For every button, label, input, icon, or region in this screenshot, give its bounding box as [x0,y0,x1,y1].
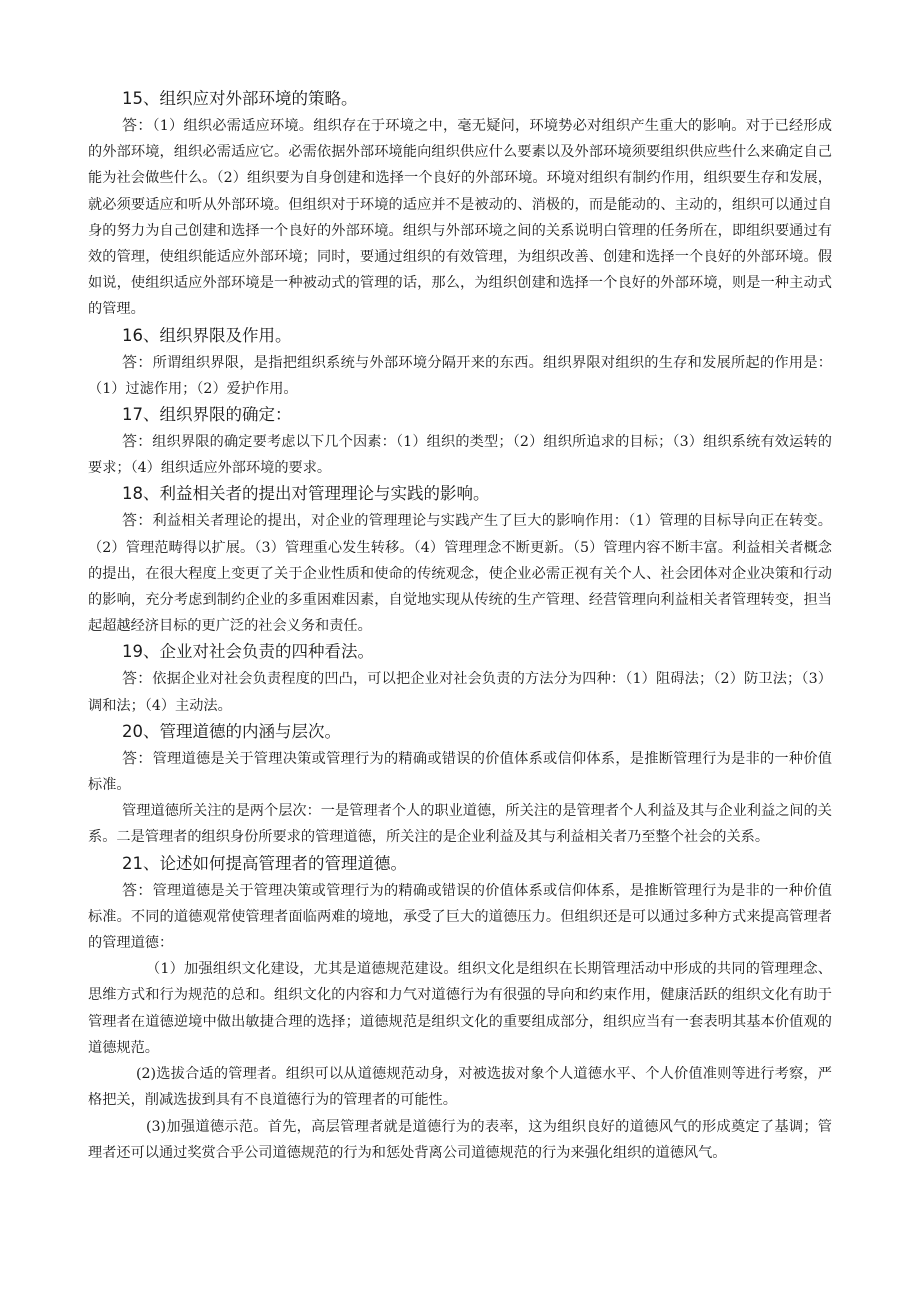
answer-label: 答： [122,669,153,688]
question-heading-17: 17、组织界限的确定： [122,405,292,425]
answer-point-3: (3)加强道德示范。首先，高层管理者就是道德行为的表率，这为组织良好的道德风气的形成奠定了基调；管理者还可以通过奖赏合乎公司道德规范的行为和惩处背离公司道德规范的行为来强化组织的道德风气。 [88,1118,832,1161]
answer-paragraph-19 [88,665,832,718]
question-heading-21: 21、论述如何提高管理者的管理道德。 [122,853,407,873]
answer-paragraph-20 [88,745,832,798]
answer-text: 利益相关者理论的提出，对企业的管理理论与实践产生了巨大的影响作用：（1）管理的目标导向正在转变。（2）管理范畴得以扩展。（3）管理重心发生转移。（4）管理理念不断更新。（5）管理内容不断丰富。利益相关者概念的提出，在很大程度上变更了关于企业性质和使命的传统观念，使企业必需正视有关个人、社会团体对企业决策和行动的影响，充分考虑到制约企业的多重困难因素，自觉地实现从传统的生产管理、经营管理向利益相关者管理转变，担当起超越经济目标的更广泛的社会义务和责任。 [88,513,832,635]
answer-text: 管理道德是关于管理决策或管理行为的精确或错误的价值体系或信仰体系，是推断管理行为是非的一种价值标准。 [88,750,832,794]
question-heading-20: 20、管理道德的内涵与层次。 [122,721,341,741]
answer-text: 依据企业对社会负责程度的凹凸，可以把企业对社会负责的方法分为四种：（1）阻碍法；（2）防卫法；（3）调和法；（4）主动法。 [88,671,832,714]
document-page [88,86,832,1166]
answer-paragraph-21 [88,877,832,957]
answer-paragraph-20-levels: 管理道德所关注的是两个层次：一是管理者个人的职业道德，所关注的是管理者个人利益及其与企业利益之间的关系。二是管理者的组织身份所要求的管理道德，所关注的是企业利益及其与利益相关者乃至整个社会的关系。 [88,803,832,846]
answer-label: 答： [122,880,153,899]
answer-paragraph-18 [88,507,832,639]
answer-label: 答： [122,352,153,371]
answer-text: 所谓组织界限，是指把组织系统与外部环境分隔开来的东西。组织界限对组织的生存和发展所起的作用是：（1）过滤作用；（2）爱护作用。 [88,354,832,397]
answer-text: 组织界限的确定要考虑以下几个因素：（1）组织的类型；（2）组织所追求的目标；（3）组织系统有效运转的要求；（4）组织适应外部环境的要求。 [88,434,832,477]
answer-text: （1）组织必需适应环境。组织存在于环境之中，毫无疑问，环境势必对组织产生重大的影响。对于已经形成的外部环境，组织必需适应它。必需依据外部环境能向组织供应什么要素以及外部环境须要组织供应些什么来确定自己能为社会做些什么。（2）组织要为自身创建和选择一个良好的外部环境。环境对组织有制约作用，组织要生存和发展，就必须要适应和听从外部环境。但组织对于环境的适应并不是被动的、消极的，而是能动的、主动的，组织可以通过自身的努力为自己创建和选择一个良好的外部环境。组织与外部环境之间的关系说明白管理的任务所在，即组织要通过有效的管理，使组织能适应外部环境；同时，要通过组织的有效管理，为组织改善、创建和选择一个良好的外部环境。假如说，使组织适应外部环境是一种被动式的管理的话，那么，为组织创建和选择一个良好的外部环境，则是一种主动式的管理。 [88,118,832,318]
answer-paragraph-17 [88,428,832,481]
answer-point-1: （1）加强组织文化建设，尤其是道德规范建设。组织文化是组织在长期管理活动中形成的共同的管理理念、思维方式和行为规范的总和。组织文化的内容和力气对道德行为有很强的导向和约束作用，健康活跃的组织文化有助于管理者在道德逆境中做出敏捷合理的选择；道德规范是组织文化的重要组成部分，组织应当有一套表明其基本价值观的道德规范。 [88,961,832,1056]
question-heading-19: 19、企业对社会负责的四种看法。 [122,642,374,662]
answer-paragraph-16 [88,349,832,402]
answer-label: 答： [122,511,153,530]
answer-text: 管理道德是关于管理决策或管理行为的精确或错误的价值体系或信仰体系，是推断管理行为是非的一种价值标准。不同的道德观常使管理者面临两难的境地，承受了巨大的道德压力。但组织还是可以通过多种方式来提高管理者的管理道德： [88,882,832,952]
answer-label: 答： [122,432,153,451]
question-heading-18: 18、利益相关者的提出对管理理论与实践的影响。 [122,484,490,504]
question-heading-16: 16、组织界限及作用。 [122,325,292,345]
question-heading-15: 15、组织应对外部环境的策略。 [122,89,358,108]
answer-paragraph-15 [88,112,832,323]
answer-label: 答： [122,116,153,134]
answer-point-2: (2)选拔合适的管理者。组织可以从道德规范动身，对被选拔对象个人道德水平、个人价值准则等进行考察，严格把关，削减选拔到具有不良道德行为的管理者的可能性。 [88,1066,832,1109]
answer-label: 答： [122,748,153,767]
